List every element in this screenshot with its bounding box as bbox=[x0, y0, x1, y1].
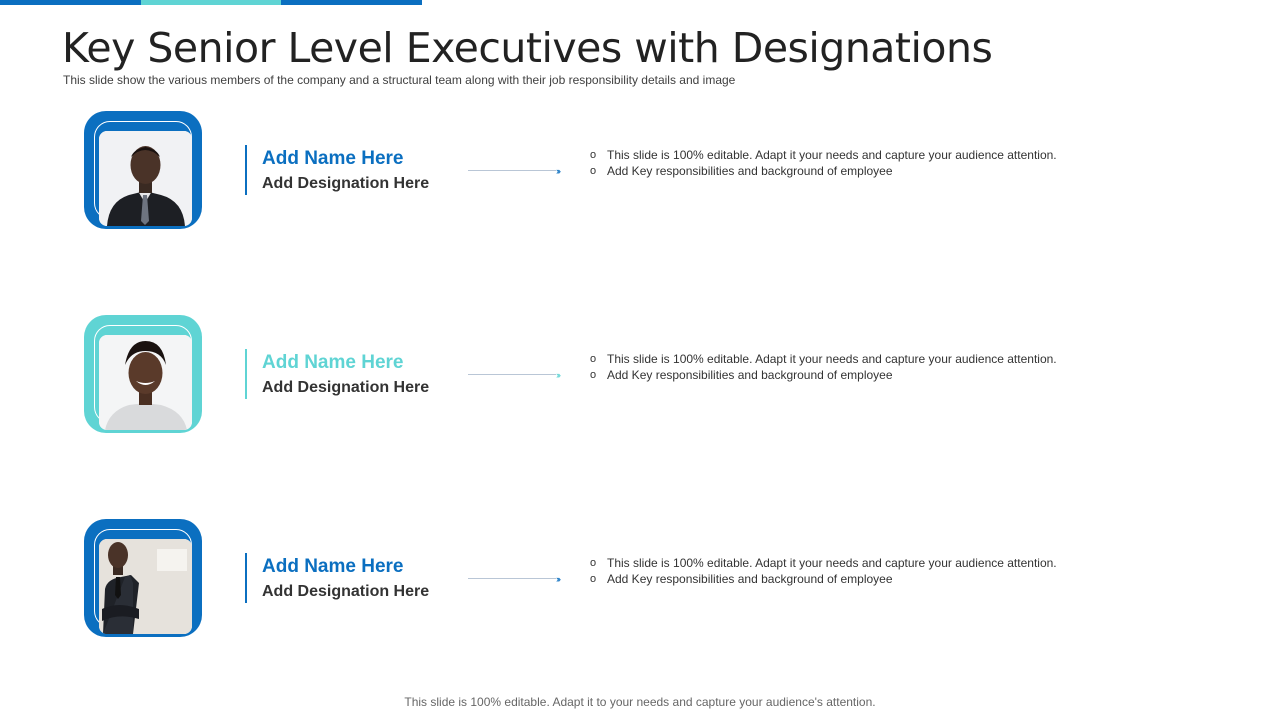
top-accent-segment-teal bbox=[141, 0, 282, 5]
executive-photo bbox=[99, 335, 192, 430]
executive-photo bbox=[99, 539, 192, 634]
arrow-connector bbox=[468, 571, 572, 587]
man-in-suit-portrait bbox=[99, 131, 192, 226]
list-item: o This slide is 100% editable. Adapt it your needs and capture your audience attention. bbox=[590, 352, 1057, 366]
man-arms-crossed-portrait bbox=[99, 539, 192, 634]
executive-name: Add Name Here bbox=[262, 148, 404, 169]
photo-frame bbox=[84, 315, 202, 433]
slide-title: Key Senior Level Executives with Designations bbox=[62, 24, 993, 72]
bullet-icon: o bbox=[590, 353, 597, 365]
executive-name: Add Name Here bbox=[262, 556, 404, 577]
executive-designation: Add Designation Here bbox=[262, 175, 430, 192]
arrow-connector bbox=[468, 163, 572, 179]
top-accent-bar bbox=[0, 0, 422, 5]
chevron-right-icon: ››› bbox=[556, 574, 559, 584]
footer-note: This slide is 100% editable. Adapt it to your needs and capture your audience's attention. bbox=[404, 695, 876, 709]
arrow-connector bbox=[468, 367, 572, 383]
chevron-right-icon: ››› bbox=[556, 370, 559, 380]
top-accent-segment-blue bbox=[281, 0, 422, 5]
bullet-icon: o bbox=[590, 149, 597, 161]
list-item: o This slide is 100% editable. Adapt it your needs and capture your audience attention. bbox=[590, 148, 1057, 162]
bullet-icon: o bbox=[590, 557, 597, 569]
photo-frame bbox=[84, 111, 202, 229]
slide-subtitle: This slide show the various members of the company and a structural team along with their job responsibility details and image bbox=[63, 73, 736, 87]
photo-frame bbox=[84, 519, 202, 637]
responsibility-list bbox=[590, 147, 1057, 179]
smiling-woman-portrait bbox=[99, 335, 192, 430]
bullet-icon: o bbox=[590, 573, 597, 585]
executive-designation: Add Designation Here bbox=[262, 583, 430, 600]
executive-name: Add Name Here bbox=[262, 352, 404, 373]
executive-row bbox=[0, 519, 1280, 639]
divider-line bbox=[245, 145, 247, 195]
divider-line bbox=[245, 553, 247, 603]
divider-line bbox=[245, 349, 247, 399]
executive-row bbox=[0, 315, 1280, 435]
responsibility-list bbox=[590, 555, 1057, 587]
list-item: o This slide is 100% editable. Adapt it your needs and capture your audience attention. bbox=[590, 556, 1057, 570]
responsibility-list bbox=[590, 351, 1057, 383]
top-accent-segment-blue bbox=[0, 0, 141, 5]
bullet-icon: o bbox=[590, 165, 597, 177]
bullet-icon: o bbox=[590, 369, 597, 381]
list-item: o Add Key responsibilities and background of employee bbox=[590, 164, 893, 178]
executive-photo bbox=[99, 131, 192, 226]
chevron-right-icon: ››› bbox=[556, 166, 559, 176]
executive-designation: Add Designation Here bbox=[262, 379, 430, 396]
list-item: o Add Key responsibilities and background of employee bbox=[590, 368, 893, 382]
list-item: o Add Key responsibilities and background of employee bbox=[590, 572, 893, 586]
executive-row bbox=[0, 111, 1280, 231]
